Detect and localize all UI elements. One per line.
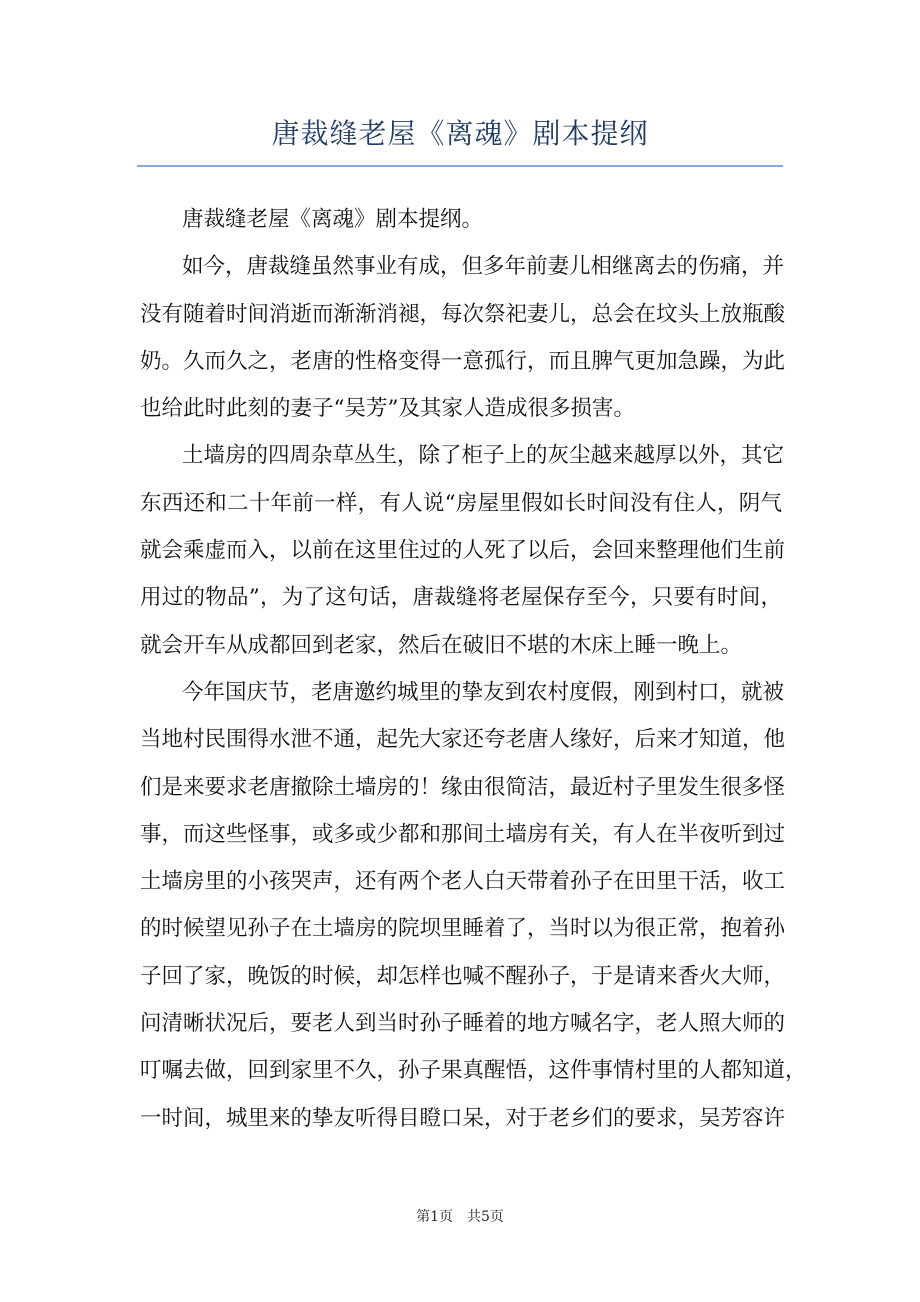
document-body	[140, 196, 807, 1142]
text-line: 的时候望见孙子在土墙房的院坝里睡着了，当时以为很正常，抱着孙	[140, 916, 786, 942]
text-line: 就会乘虚而入，以前在这里住过的人死了以后，会回来整理他们生前	[140, 538, 786, 564]
text-line: 叮嘱去做，回到家里不久，孙子果真醒悟，这件事情村里的人都知道，	[140, 1058, 807, 1084]
text-line: 也给此时此刻的妻子“吴芳”及其家人造成很多损害。	[140, 396, 635, 422]
text-line: 当地村民围得水泄不通，起先大家还夸老唐人缘好，后来才知道，他	[140, 727, 786, 753]
text-line: 一时间，城里来的挚友听得目瞪口呆，对于老乡们的要求，吴芳容许	[140, 1105, 786, 1131]
text-line: 唐裁缝老屋《离魂》剧本提纲。	[182, 207, 484, 232]
text-line: 就会开车从成都回到老家，然后在破旧不堪的木床上睡一晚上。	[140, 632, 743, 658]
text-line: 东西还和二十年前一样，有人说“房屋里假如长时间没有住人，阴气	[140, 490, 782, 516]
text-line: 问清晰状况后，要老人到当时孙子睡着的地方喊名字，老人照大师的	[140, 1011, 786, 1037]
text-line: 土墙房的四周杂草丛生，除了柜子上的灰尘越来越厚以外，其它	[182, 443, 785, 469]
paragraph	[140, 196, 782, 243]
text-line: 土墙房里的小孩哭声，还有两个老人白天带着孙子在田里干活，收工	[140, 869, 786, 895]
text-line: 用过的物品”，为了这句话，唐裁缝将老屋保存至今，只要有时间，	[140, 585, 782, 611]
text-line: 们是来要求老唐撤除土墙房的！缘由很简洁，最近村子里发生很多怪	[140, 774, 786, 800]
text-line: 奶。久而久之，老唐的性格变得一意孤行，而且脾气更加急躁，为此	[140, 348, 786, 374]
text-line: 今年国庆节，老唐邀约城里的挚友到农村度假，刚到村口，就被	[182, 679, 785, 705]
text-line: 事，而这些怪事，或多或少都和那间土墙房有关，有人在半夜听到过	[140, 821, 786, 847]
paragraph	[140, 243, 786, 432]
text-line: 没有随着时间消逝而渐渐消褪，每次祭祀妻儿，总会在坟头上放瓶酸	[140, 301, 786, 327]
text-line: 如今，唐裁缝虽然事业有成，但多年前妻儿相继离去的伤痛，并	[182, 254, 785, 280]
text-line: 子回了家，晚饭的时候，却怎样也喊不醒孙子，于是请来香火大师，	[140, 963, 786, 989]
paragraph	[140, 669, 807, 1142]
title-divider	[137, 165, 783, 167]
paragraph	[140, 432, 786, 668]
document-title: 唐裁缝老屋《离魂》剧本提纲	[271, 117, 649, 150]
page-number: 第1页 共5页	[416, 1209, 504, 1225]
